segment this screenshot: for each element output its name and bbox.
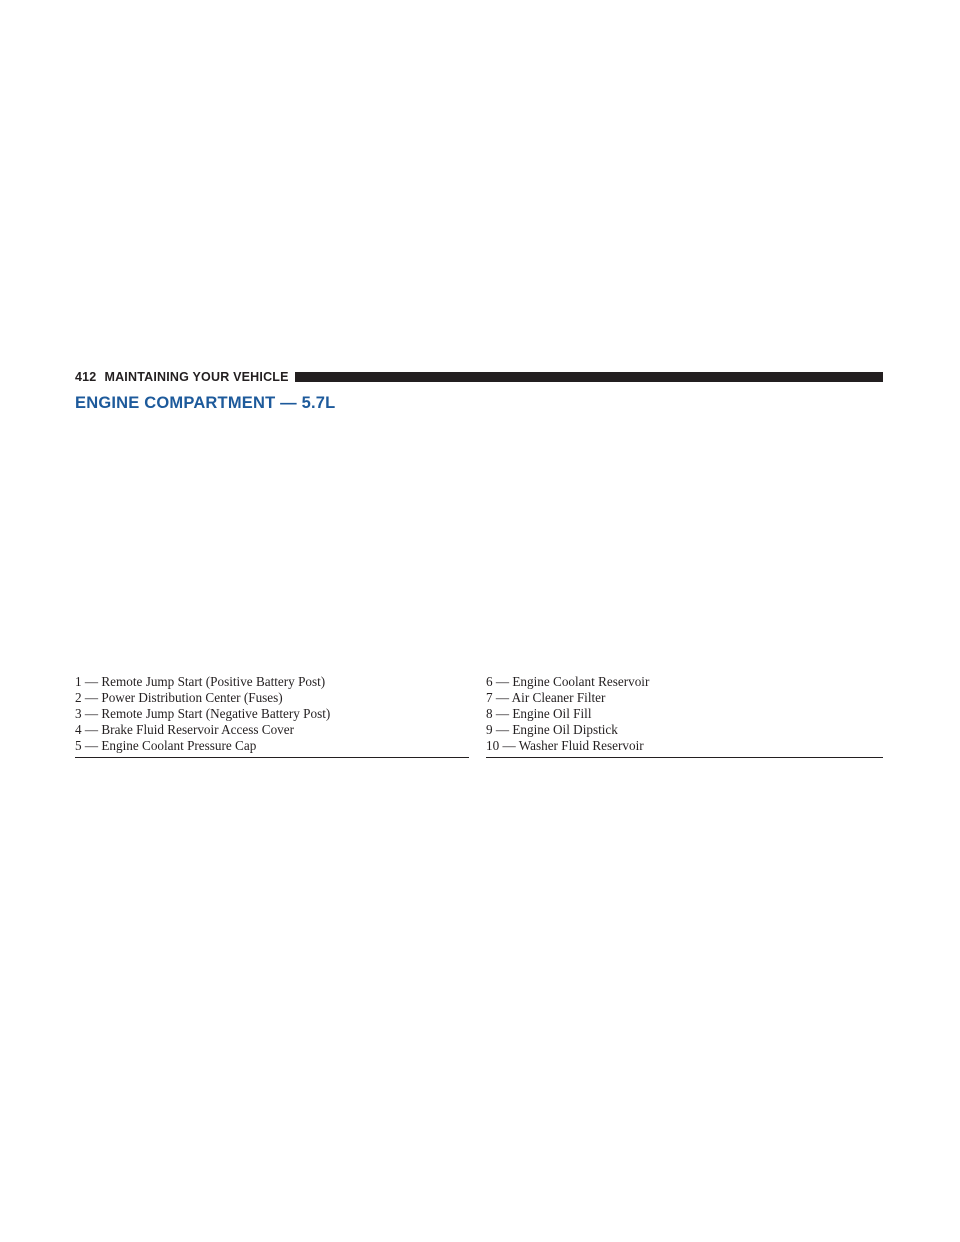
legend-item: 6 — Engine Coolant Reservoir (486, 674, 650, 689)
engine-compartment-figure (75, 420, 883, 670)
page-number: 412 (75, 370, 97, 384)
legend-item: 9 — Engine Oil Dipstick (486, 722, 618, 737)
legend-item: 10 — Washer Fluid Reservoir (486, 738, 644, 753)
legend-item: 7 — Air Cleaner Filter (486, 690, 606, 705)
legend-item: 3 — Remote Jump Start (Negative Battery Post) (75, 706, 331, 721)
page-title: ENGINE COMPARTMENT — 5.7L (75, 394, 336, 412)
legend-item: 1 — Remote Jump Start (Positive Battery Post) (75, 674, 326, 689)
legend-item: 8 — Engine Oil Fill (486, 706, 592, 721)
legend-item: 4 — Brake Fluid Reservoir Access Cover (75, 722, 295, 737)
legend-left-column (75, 674, 469, 758)
legend-right-column (486, 674, 883, 758)
legend-item: 2 — Power Distribution Center (Fuses) (75, 690, 283, 705)
running-header (75, 369, 883, 385)
header-rule (295, 372, 883, 382)
legend-item: 5 — Engine Coolant Pressure Cap (75, 738, 257, 753)
section-title: MAINTAINING YOUR VEHICLE (104, 370, 289, 384)
